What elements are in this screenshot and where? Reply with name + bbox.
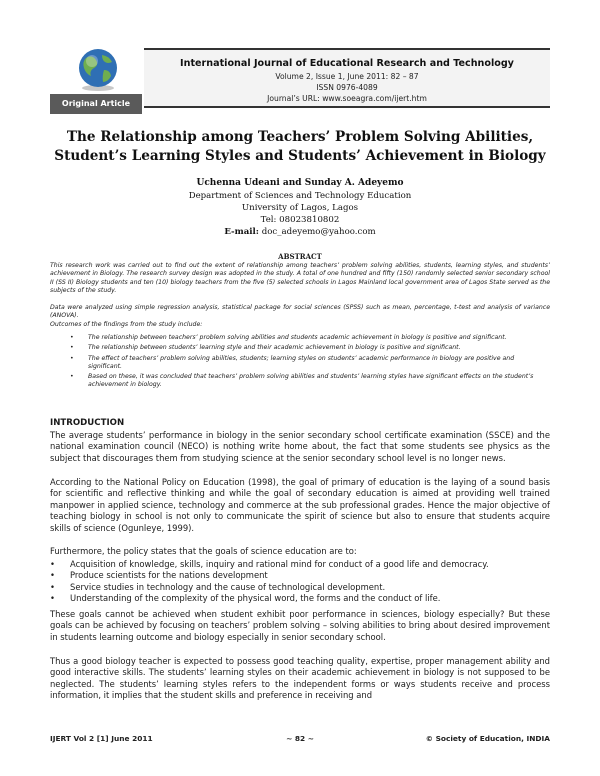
footer-page-number: ~ 82 ~: [286, 734, 314, 743]
list-item: • Service studies in technology and the cause of technological development.: [50, 581, 386, 592]
intro-paragraph-4: These goals cannot be achieved when student exhibit poor performance in sciences, biology especially? But these goals can be achieved by focusing on teachers’ problem solving – solving abilities to bring about desired improvement in students learning outcome and biology especially in senior secondary school.: [50, 609, 550, 642]
telephone: Tel: 08023810802: [260, 215, 340, 225]
bullet-icon: •: [70, 373, 74, 381]
journal-logo: [50, 42, 142, 114]
bullet-icon: •: [50, 581, 55, 592]
title-line-2: Student’s Learning Styles and Students’ Achievement in Biology: [54, 148, 546, 164]
list-item: • Acquisition of knowledge, skills, inquiry and rational mind for conduct of a good life and democracy.: [50, 559, 489, 569]
bullet-icon: •: [70, 344, 74, 352]
abstract-findings-list: [70, 334, 550, 392]
paper-title: [40, 128, 560, 166]
original-article-badge: Original Article: [50, 94, 142, 114]
bullet-icon: •: [50, 570, 55, 581]
list-item: • Produce scientists for the nations development: [50, 570, 268, 581]
intro-paragraph-1: The average students’ performance in biology in the senior secondary school certificate examination (SSCE) and the national examination council (NECO) is nothing write home about, the fact that some students see physics as the subject that discourages them from studying science at the senior secondary school level is no longer news.: [50, 430, 550, 463]
list-item: • The relationship between students’ learning style and their academic achievement in biology is positive and significant.: [70, 344, 461, 352]
journal-info-box: [144, 48, 550, 108]
intro-paragraph-3: Furthermore, the policy states that the goals of science education are to:: [50, 546, 357, 556]
journal-url[interactable]: Journal’s URL: www.soeagra.com/ijert.htm: [267, 94, 427, 103]
globe-icon: [72, 46, 124, 92]
intro-paragraph-5: Thus a good biology teacher is expected to possess good teaching quality, expertise, proper management ability and good interactive skills. The students’ learning styles on their academic achievement in biology is not supposed to be neglected. The students’ learning styles refers to the independent forms or ways students receive and process information, it implies that the student skills and preference in receiving and: [50, 656, 550, 701]
abstract-paragraph-3: Outcomes of the findings from the study include:: [50, 321, 203, 328]
journal-issn: ISSN 0976-4089: [316, 83, 378, 92]
email-label: E-mail:: [224, 227, 259, 237]
list-item: • The relationship between teachers’ problem solving abilities and students academic achievement in biology is positive and significant.: [70, 334, 507, 341]
abstract-paragraph-1: This research work was carried out to find out the extent of relationship among teachers’ problem solving abilities, students, learning styles, and students’ achievement in Biology. The research survey design was adopted in the study. A total of one hundred and fifty (150) randomly selected senior secondary school II (SS II) Biology students and ten (10) biology teachers from the five (5) selected schools in Lagos Mainland local government area of Lagos State served as the subjects of the study.: [50, 262, 550, 294]
list-item: • Understanding of the complexity of the physical word, the forms and the conduct of life.: [50, 593, 441, 604]
email-line: [0, 227, 600, 237]
bullet-icon: •: [70, 354, 74, 362]
abstract-heading: ABSTRACT: [278, 252, 322, 261]
title-line-1: The Relationship among Teachers’ Problem Solving Abilities,: [66, 129, 534, 145]
journal-volume: Volume 2, Issue 1, June 2011: 82 – 87: [275, 72, 419, 81]
intro-paragraph-2: According to the National Policy on Education (1998), the goal of primary of education is the laying of a sound basis for scientific and reflective thinking and while the goal of secondary education is aimed at providing well trained manpower in applied science, technology and commerce at the sub professional grades. Hence the major objective of teaching biology in school is not only to communicate the spirit of science but also to ensure that students acquire skills of science (Ogunleye, 1999).: [50, 477, 550, 533]
abstract-paragraph-2: Data were analyzed using simple regression analysis, statistical package for social sciences (SPSS) such as mean, percentage, t-test and analysis of variance (ANOVA).: [50, 304, 550, 320]
department: Department of Sciences and Technology Education: [188, 191, 412, 201]
science-goals-list: [50, 559, 550, 605]
footer-journal-ref: IJERT Vol 2 [1] June 2011: [50, 734, 153, 743]
email-address[interactable]: doc_adeyemo@yahoo.com: [261, 227, 376, 237]
list-item: • The effect of teachers’ problem solving abilities, students; learning styles on students’ academic performance in biology are positive and significant.: [70, 354, 515, 370]
introduction-heading: INTRODUCTION: [50, 418, 125, 428]
footer-copyright: © Society of Education, INDIA: [425, 734, 550, 743]
authors: Uchenna Udeani and Sunday A. Adeyemo: [196, 178, 404, 188]
university: University of Lagos, Lagos: [241, 203, 359, 213]
list-item: • Based on these, it was concluded that teachers’ problem solving abilities and students’ learning styles have significant effects on the student’s achievement in biology.: [70, 373, 534, 389]
bullet-icon: •: [70, 334, 74, 341]
bullet-icon: •: [50, 593, 55, 604]
journal-title: International Journal of Educational Research and Technology: [180, 58, 514, 69]
bullet-icon: •: [50, 559, 55, 569]
journal-header: [50, 42, 550, 114]
